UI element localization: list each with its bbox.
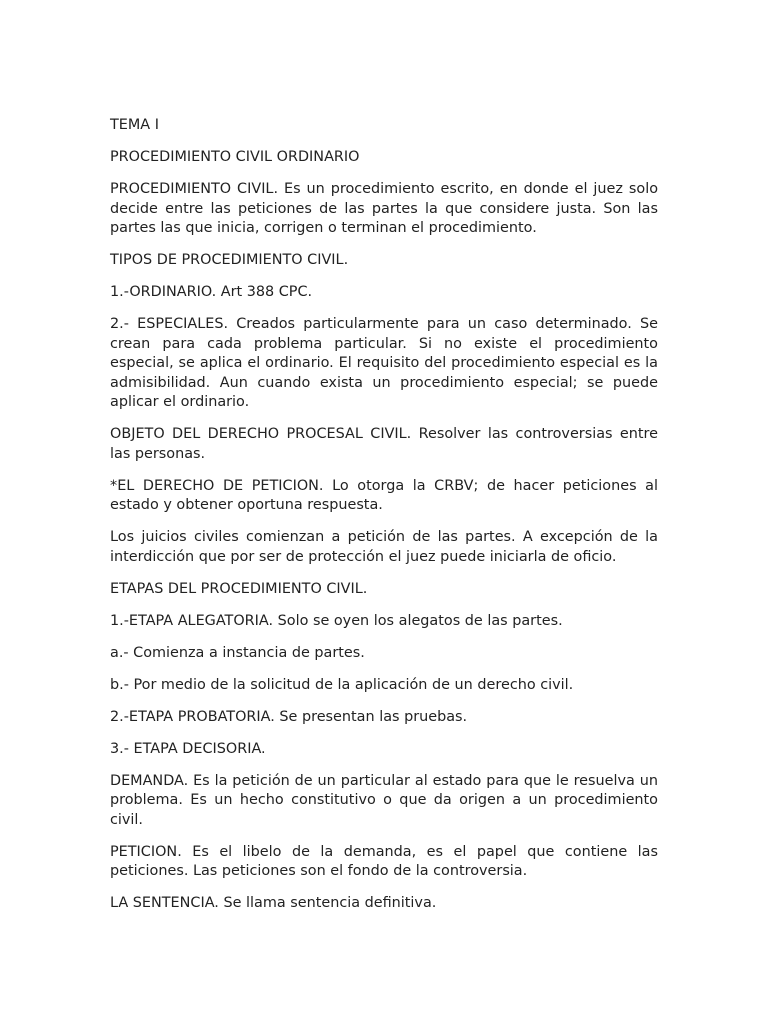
item-ordinario: 1.-ORDINARIO. Art 388 CPC. [110, 284, 313, 300]
paragraph-objeto: OBJETO DEL DERECHO PROCESAL CIVIL. Resolver las controversias entre las personas. [110, 426, 658, 462]
paragraph-derecho-peticion: *EL DERECHO DE PETICION. Lo otorga la CRBV; de hacer peticiones al estado y obtener oportuna respuesta. [110, 477, 658, 513]
document-page [110, 116, 658, 926]
subitem-b: b.- Por medio de la solicitud de la aplicación de un derecho civil. [110, 676, 574, 693]
item-etapa-probatoria: 2.-ETAPA PROBATORIA. Se presentan las pruebas. [110, 708, 468, 725]
section-title: PROCEDIMIENTO CIVIL ORDINARIO [110, 149, 360, 165]
paragraph-sentencia: LA SENTENCIA. Se llama sentencia definitiva. [110, 895, 437, 911]
paragraph-peticion: PETICION. Es el libelo de la demanda, es el papel que contiene las peticiones. Las peticiones son el fondo de la controversia. [110, 843, 658, 879]
paragraph-especiales: 2.- ESPECIALES. Creados particularmente para un caso determinado. Se crean para cada problema particular. Si no existe el procedimiento especial, se aplica el ordinario. El requisito del procedimiento especial es la admisibilidad. Aun cuando exista un procedimiento especial; se puede aplicar el ordinario. [110, 316, 658, 410]
subitem-a: a.- Comienza a instancia de partes. [110, 644, 365, 661]
heading-tipos: TIPOS DE PROCEDIMIENTO CIVIL. [110, 252, 349, 268]
paragraph-juicios-civiles: Los juicios civiles comienzan a petición de las partes. A excepción de la interdicción que por ser de protección el juez puede iniciarla de oficio. [110, 529, 658, 565]
paragraph-procedimiento-civil: PROCEDIMIENTO CIVIL. Es un procedimiento escrito, en donde el juez solo decide entre las peticiones de las partes la que considere justa. Son las partes las que inicia, corrigen o terminan el procedimiento. [110, 181, 658, 236]
paragraph-demanda: DEMANDA. Es la petición de un particular al estado para que le resuelva un problema. Es un hecho constitutivo o que da origen a un procedimiento civil. [110, 772, 658, 828]
heading-etapas: ETAPAS DEL PROCEDIMIENTO CIVIL. [110, 580, 368, 597]
item-etapa-decisoria: 3.- ETAPA DECISORIA. [110, 740, 266, 757]
item-etapa-alegatoria: 1.-ETAPA ALEGATORIA. Solo se oyen los alegatos de las partes. [110, 612, 563, 629]
topic-heading: TEMA I [110, 117, 159, 133]
